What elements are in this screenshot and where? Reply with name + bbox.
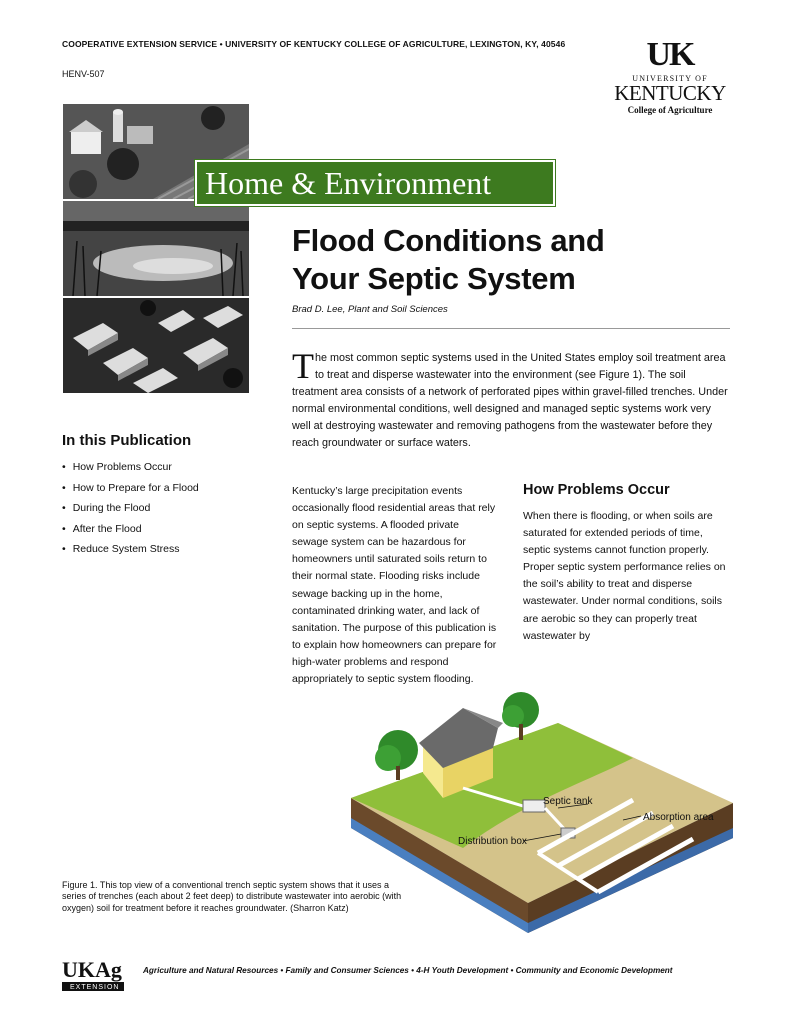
drop-cap: T [292, 346, 314, 386]
toc-item: • How Problems Occur [62, 457, 262, 478]
figure-caption: Figure 1. This top view of a conventional trench septic system shows that it uses a series of trenches (each about 2 feet deep) to distribute wastewater into aerobic (with oxygen) soil for treatment before it reaches groundwater. (Sharron Katz) [62, 880, 402, 913]
ukag-logo-text: UKAg [62, 957, 122, 982]
intro-text: he most common septic systems used in the United States employ soil treatment area to treat and disperse wastewater into the environment (see Figure 1). The soil treatment area consists of a network of perforated pipes within gravel-filled trenches. Under normal environmental conditions, well designed and managed septic systems work very well at destroying wastewater and removing pathogens from the wastewater before they reach groundwater or surface waters. [292, 352, 728, 449]
table-of-contents [62, 432, 262, 560]
toc-item: • How to Prepare for a Flood [62, 478, 262, 499]
distribution-box-label: Distribution box [458, 836, 527, 847]
uk-kentucky-text: KENTUCKY [614, 81, 726, 105]
toc-heading: In this Publication [62, 432, 192, 449]
flood-marsh-photo [63, 201, 249, 296]
document-code: HENV-507 [62, 69, 105, 79]
septic-system-figure [343, 688, 735, 956]
body-column-middle: Kentucky’s large precipitation events occasionally flood residential areas that rely on septic systems. A flooded private sewage system can be hazardous for homeowners until saturated soils return to their normal state. Flooding risks include sewage backing up in the home, contaminated drinking water, and lack of sanitation. The purpose of this publication is to explain how homeowners can prepare for high-water problems and respond appropriately to septic system flooding. [292, 485, 497, 686]
program-areas-footer: Agriculture and Natural Resources • Family and Consumer Sciences • 4-H Youth Development • Community and Economic Development [143, 966, 673, 975]
title-line-1: Flood Conditions and [292, 223, 605, 258]
toc-item: • Reduce System Stress [62, 539, 262, 560]
body-column-right: When there is flooding, or when soils are saturated for extended periods of time, septic systems cannot function properly. Proper septic system performance relies on the soil’s ability to treat and disperse wastewater. Under normal conditions, soils are aerobic so they can properly treat wastewater by [523, 510, 726, 642]
page-title [292, 222, 605, 298]
toc-item: • After the Flood [62, 519, 262, 540]
cooperative-extension-header: COOPERATIVE EXTENSION SERVICE • UNIVERSITY OF KENTUCKY COLLEGE OF AGRICULTURE, LEXINGTON, KY, 40546 [62, 39, 566, 49]
author-line: Brad D. Lee, Plant and Soil Sciences [292, 304, 448, 315]
title-divider [292, 328, 730, 329]
ukag-extension-logo [60, 955, 132, 995]
uk-university-text: UNIVERSITY OF [632, 74, 708, 83]
absorption-area-label: Absorption area [643, 812, 714, 823]
extension-logo-text: EXTENSION [70, 984, 120, 991]
toc-item: • During the Flood [62, 498, 262, 519]
cover-photo-strip [63, 104, 249, 394]
home-environment-banner: Home & Environment [195, 160, 555, 206]
neighborhood-aerial-photo [63, 298, 249, 393]
uk-college-text: College of Agriculture [627, 105, 713, 115]
intro-paragraph [292, 346, 732, 452]
uk-mark: UK [646, 36, 694, 73]
septic-tank-label: Septic tank [543, 796, 593, 807]
section-heading: How Problems Occur [523, 482, 670, 498]
uk-college-logo [608, 38, 732, 118]
title-line-2: Your Septic System [292, 261, 576, 296]
